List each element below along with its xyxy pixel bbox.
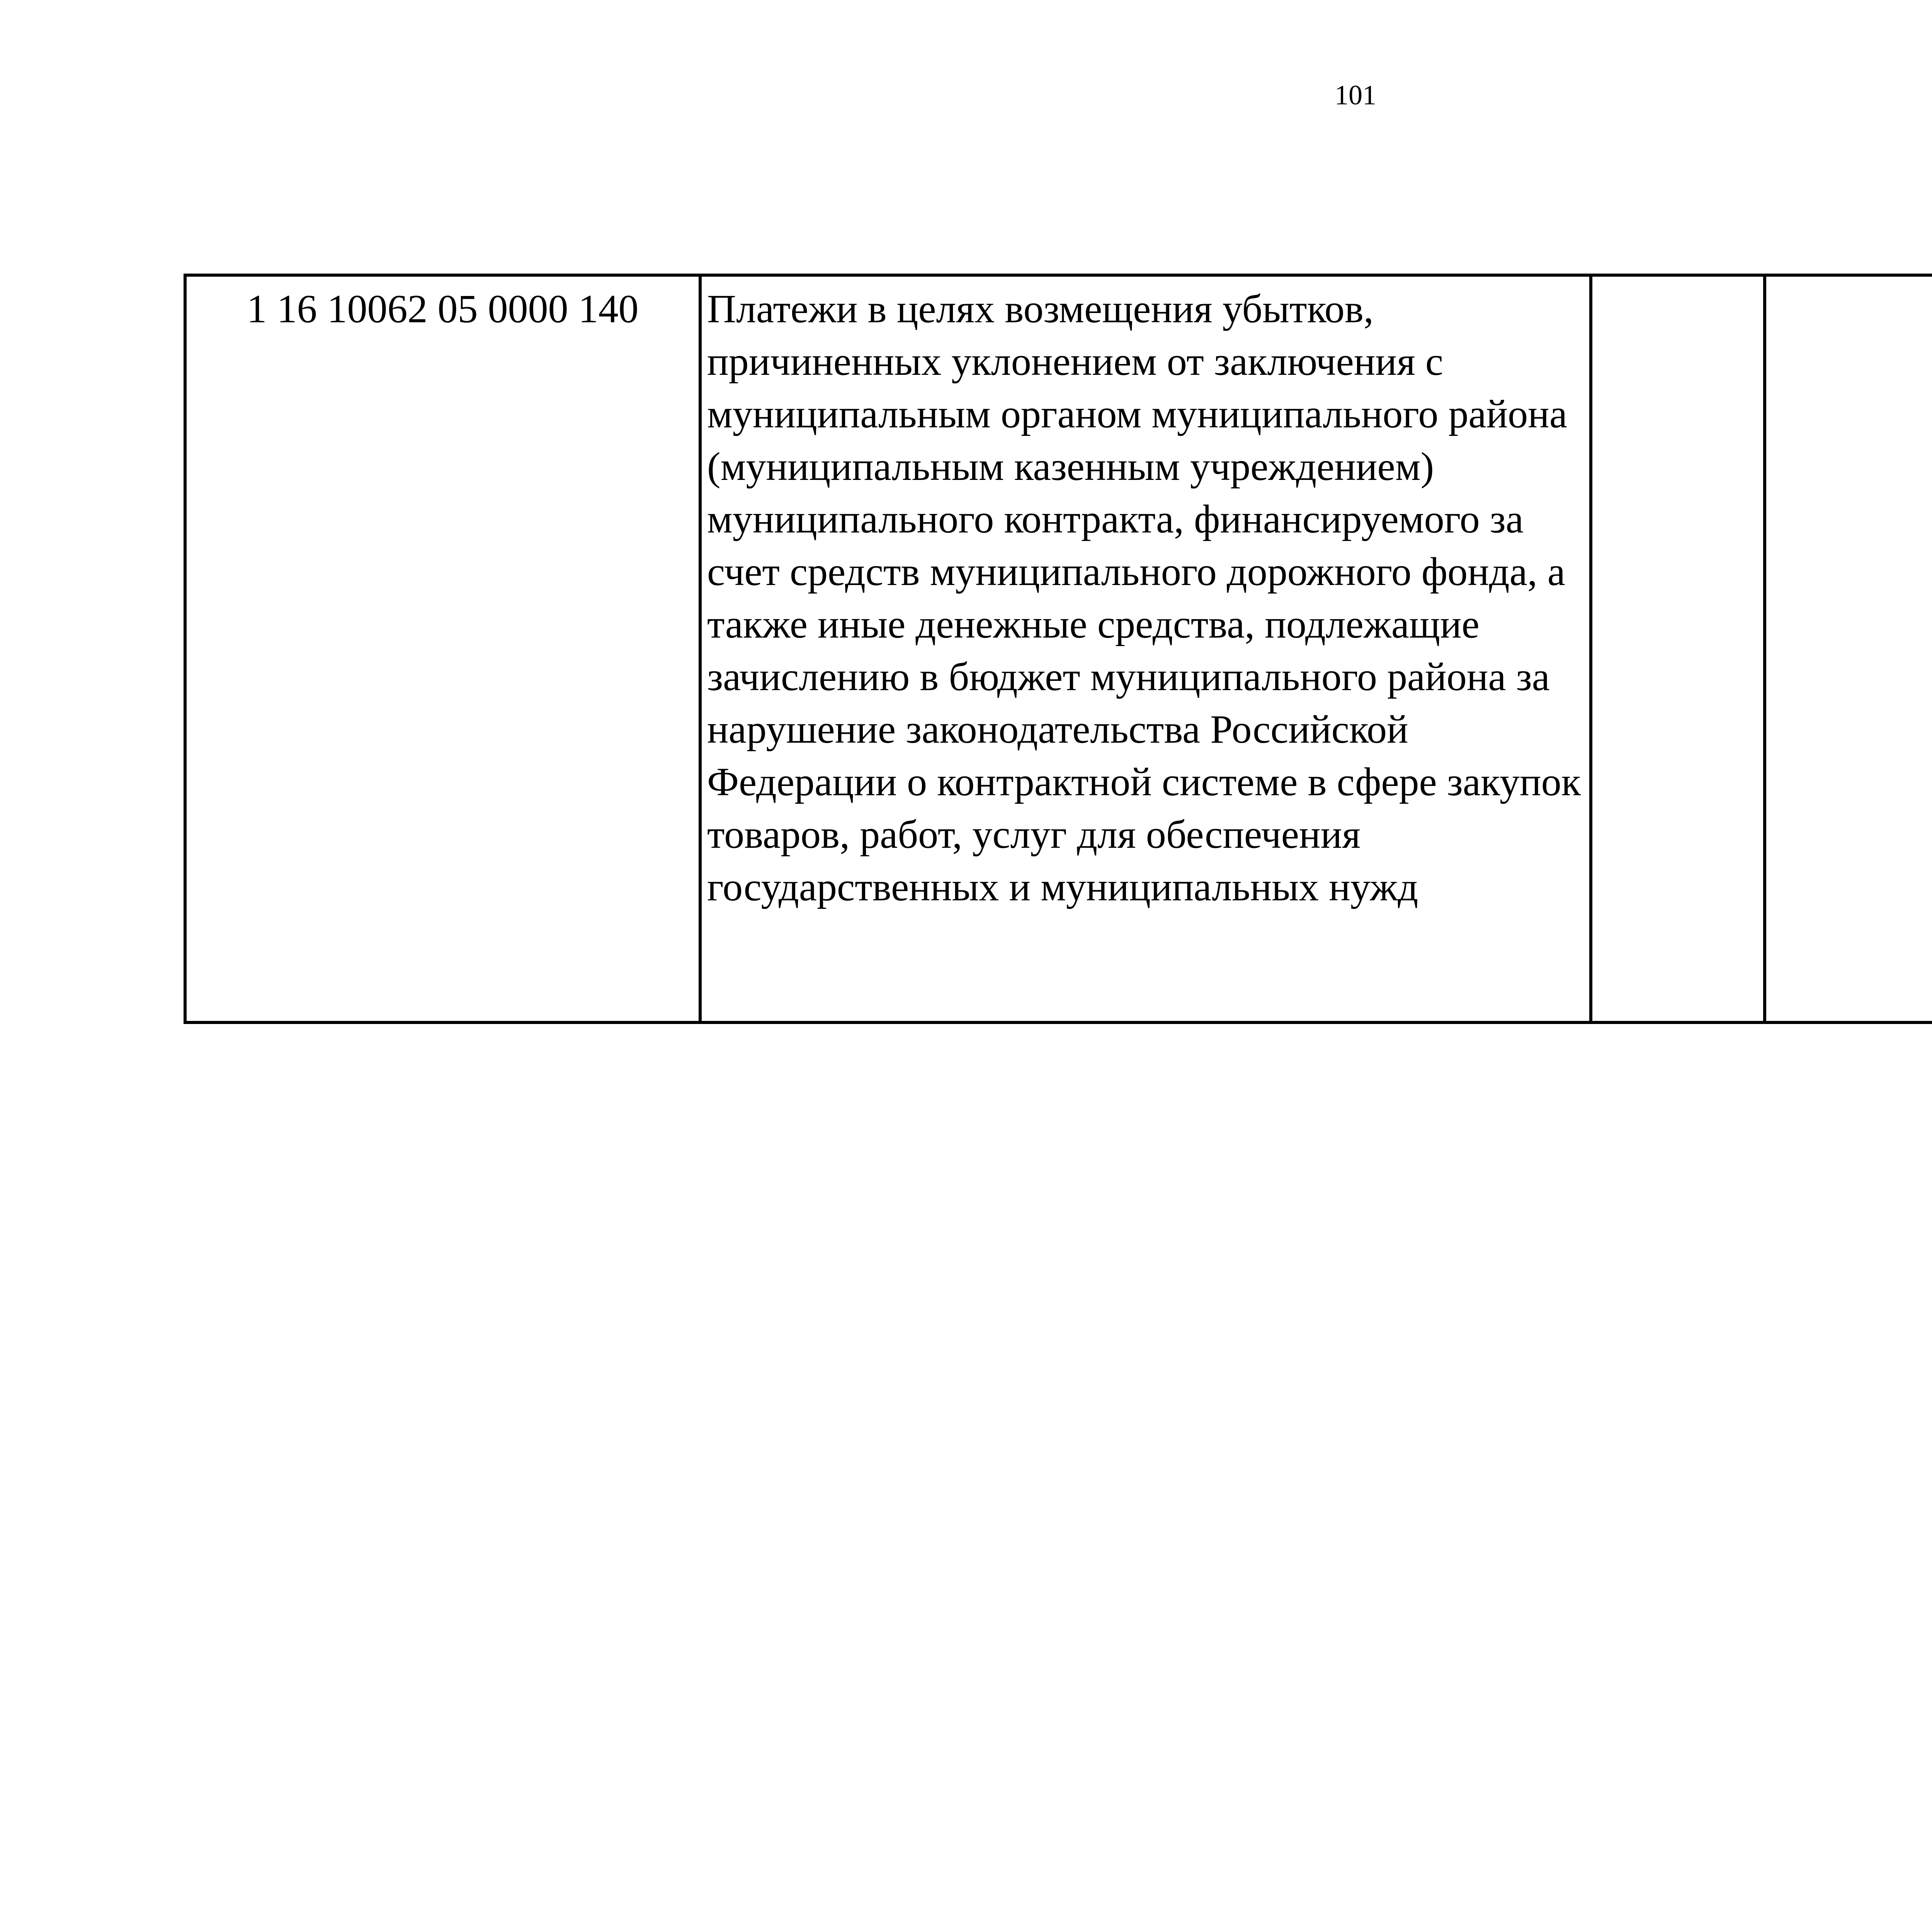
table-row <box>185 275 1932 1022</box>
table-cell-col4 <box>1765 275 1932 1022</box>
table-cell-col3 <box>1591 275 1765 1022</box>
budget-classification-code-cell: 1 16 10062 05 0000 140 <box>185 275 700 1022</box>
revenue-distribution-table <box>184 274 1932 1024</box>
page-number: 101 <box>1335 80 1376 111</box>
revenue-description-cell: Платежи в целях возмещения убытков, причиненных уклонением от заключения с муниципальным органом муниципального района (муниципальным казенным учреждением) муниципального контракта, финансируемого за счет средств муниципального дорожного фонда, а также иные денежные средства, подлежащие зачислению в бюджет муниципального района за нарушение законодательства Российской Федерации о контрактной системе в сфере закупок товаров, работ, услуг для обеспечения государственных и муниципальных нужд <box>700 275 1591 1022</box>
